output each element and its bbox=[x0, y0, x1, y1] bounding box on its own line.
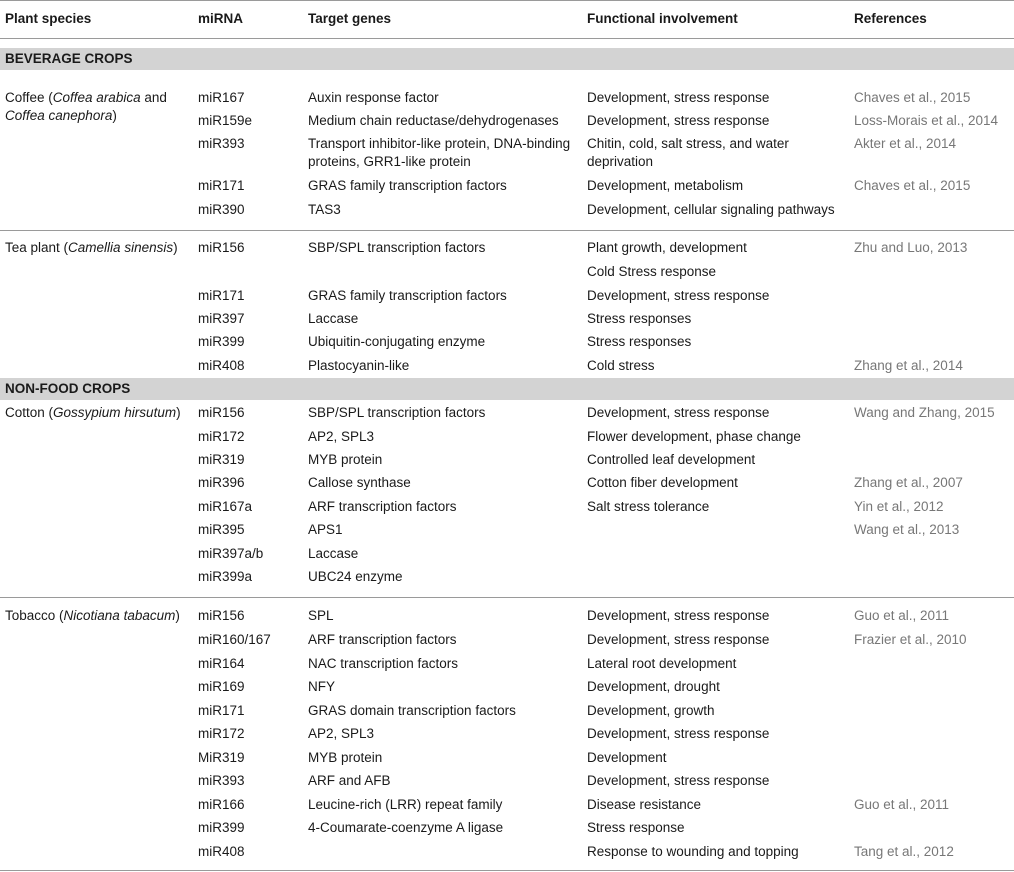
reference-cell: Frazier et al., 2010 bbox=[854, 632, 967, 647]
target-cell: SBP/SPL transcription factors bbox=[308, 405, 486, 420]
species-coffee: Coffee (Coffea arabica and bbox=[5, 90, 167, 105]
header-plant-species: Plant species bbox=[5, 11, 92, 26]
group-rule bbox=[0, 597, 1014, 598]
function-cell: Cotton fiber development bbox=[587, 475, 738, 490]
target-cell: Callose synthase bbox=[308, 475, 411, 490]
target-cell: Auxin response factor bbox=[308, 90, 439, 105]
function-cell: Disease resistance bbox=[587, 797, 702, 812]
mirna-cell: miR396 bbox=[198, 475, 245, 490]
function-cell: Flower development, phase change bbox=[587, 429, 801, 444]
section-beverage-crops bbox=[0, 48, 1014, 70]
function-cell: Development bbox=[587, 750, 667, 765]
mirna-cell: miR319 bbox=[198, 452, 245, 467]
target-cell: GRAS family transcription factors bbox=[308, 288, 507, 303]
target-cell: NFY bbox=[308, 679, 335, 694]
target-cell: SPL bbox=[308, 608, 334, 623]
function-cell: Development, metabolism bbox=[587, 178, 744, 193]
mirna-cell: miR397 bbox=[198, 311, 245, 326]
reference-cell: Chaves et al., 2015 bbox=[854, 178, 971, 193]
mirna-cell: miR395 bbox=[198, 522, 245, 537]
target-cell: MYB protein bbox=[308, 452, 383, 467]
header-rule bbox=[0, 38, 1014, 39]
reference-cell: Akter et al., 2014 bbox=[854, 136, 957, 151]
mirna-cell: miR399 bbox=[198, 820, 245, 835]
reference-cell: Chaves et al., 2015 bbox=[854, 90, 971, 105]
target-cell: ARF transcription factors bbox=[308, 632, 457, 647]
function-cell: Development, stress response bbox=[587, 608, 770, 623]
species-cotton: Cotton (Gossypium hirsutum) bbox=[5, 405, 181, 420]
mirna-cell: miR399 bbox=[198, 334, 245, 349]
mirna-cell: miR171 bbox=[198, 178, 245, 193]
mirna-cell: miR393 bbox=[198, 773, 245, 788]
target-cell: GRAS family transcription factors bbox=[308, 178, 507, 193]
target-cell: AP2, SPL3 bbox=[308, 429, 375, 444]
target-cell: MYB protein bbox=[308, 750, 383, 765]
target-cell: 4-Coumarate-coenzyme A ligase bbox=[308, 820, 504, 835]
mirna-cell: miR159e bbox=[198, 113, 253, 128]
target-cell: APS1 bbox=[308, 522, 343, 537]
species-coffee-line2: Coffea canephora) bbox=[5, 108, 117, 123]
target-cell: GRAS domain transcription factors bbox=[308, 703, 516, 718]
reference-cell: Zhu and Luo, 2013 bbox=[854, 240, 968, 255]
reference-cell: Guo et al., 2011 bbox=[854, 608, 950, 623]
target-cell: Leucine-rich (LRR) repeat family bbox=[308, 797, 503, 812]
function-cell: Chitin, cold, salt stress, and water bbox=[587, 136, 789, 151]
species-tobacco: Tobacco (Nicotiana tabacum) bbox=[5, 608, 180, 623]
mirna-cell: miR160/167 bbox=[198, 632, 271, 647]
function-cell: Development, growth bbox=[587, 703, 715, 718]
reference-cell: Zhang et al., 2014 bbox=[854, 358, 963, 373]
reference-cell: Loss-Morais et al., 2014 bbox=[854, 113, 999, 128]
table-bottom-rule bbox=[0, 870, 1014, 871]
function-cell: Development, stress response bbox=[587, 726, 770, 741]
mirna-cell: miR393 bbox=[198, 136, 245, 151]
function-cell: Development, stress response bbox=[587, 113, 770, 128]
table-top-rule bbox=[0, 0, 1014, 1]
target-cell: Ubiquitin-conjugating enzyme bbox=[308, 334, 486, 349]
mirna-cell: miR169 bbox=[198, 679, 245, 694]
target-cell: Plastocyanin-like bbox=[308, 358, 410, 373]
function-cell: Development, stress response bbox=[587, 288, 770, 303]
mirna-cell: miR397a/b bbox=[198, 546, 264, 561]
reference-cell: Wang et al., 2013 bbox=[854, 522, 960, 537]
function-cell: Stress response bbox=[587, 820, 685, 835]
target-cell: AP2, SPL3 bbox=[308, 726, 375, 741]
function-cell: Development, stress response bbox=[587, 90, 770, 105]
mirna-cell: MiR319 bbox=[198, 750, 245, 765]
reference-cell: Tang et al., 2012 bbox=[854, 844, 954, 859]
function-cell: Development, stress response bbox=[587, 773, 770, 788]
mirna-cell: miR172 bbox=[198, 726, 245, 741]
reference-cell: Zhang et al., 2007 bbox=[854, 475, 963, 490]
mirna-cell: miR167 bbox=[198, 90, 245, 105]
header-references: References bbox=[854, 11, 927, 26]
function-cell: Cold stress bbox=[587, 358, 655, 373]
mirna-cell: miR171 bbox=[198, 703, 245, 718]
target-cell-line2: proteins, GRR1-like protein bbox=[308, 154, 471, 169]
target-cell: Transport inhibitor-like protein, DNA-binding bbox=[308, 136, 571, 151]
header-functional-involvement: Functional involvement bbox=[587, 11, 738, 26]
target-cell: Medium chain reductase/dehydrogenases bbox=[308, 113, 559, 128]
function-cell-line2: Cold Stress response bbox=[587, 264, 717, 279]
reference-cell: Guo et al., 2011 bbox=[854, 797, 950, 812]
reference-cell: Wang and Zhang, 2015 bbox=[854, 405, 995, 420]
group-rule bbox=[0, 230, 1014, 231]
function-cell: Stress responses bbox=[587, 334, 692, 349]
section-label: NON-FOOD CROPS bbox=[5, 381, 131, 396]
mirna-cell: miR408 bbox=[198, 844, 245, 859]
mirna-cell: miR390 bbox=[198, 202, 245, 217]
function-cell: Development, cellular signaling pathways bbox=[587, 202, 835, 217]
target-cell: NAC transcription factors bbox=[308, 656, 459, 671]
mirna-cell: miR164 bbox=[198, 656, 245, 671]
reference-cell: Yin et al., 2012 bbox=[854, 499, 944, 514]
target-cell: SBP/SPL transcription factors bbox=[308, 240, 486, 255]
header-target-genes: Target genes bbox=[308, 11, 392, 26]
function-cell: Development, drought bbox=[587, 679, 720, 694]
mirna-cell: miR167a bbox=[198, 499, 253, 514]
mirna-cell: miR166 bbox=[198, 797, 245, 812]
mirna-cell: miR408 bbox=[198, 358, 245, 373]
function-cell: Salt stress tolerance bbox=[587, 499, 710, 514]
target-cell: ARF transcription factors bbox=[308, 499, 457, 514]
mirna-cell: miR156 bbox=[198, 405, 245, 420]
header-mirna: miRNA bbox=[198, 11, 244, 26]
function-cell: Lateral root development bbox=[587, 656, 737, 671]
target-cell: Laccase bbox=[308, 311, 359, 326]
target-cell: ARF and AFB bbox=[308, 773, 391, 788]
target-cell: UBC24 enzyme bbox=[308, 569, 403, 584]
mirna-cell: miR156 bbox=[198, 608, 245, 623]
mirna-cell: miR171 bbox=[198, 288, 245, 303]
target-cell: TAS3 bbox=[308, 202, 341, 217]
section-label: BEVERAGE CROPS bbox=[5, 51, 133, 66]
function-cell: Response to wounding and topping bbox=[587, 844, 799, 859]
function-cell: Development, stress response bbox=[587, 632, 770, 647]
mirna-cell: miR172 bbox=[198, 429, 245, 444]
species-tea: Tea plant (Camellia sinensis) bbox=[5, 240, 178, 255]
section-non-food-crops bbox=[0, 378, 1014, 400]
mirna-cell: miR156 bbox=[198, 240, 245, 255]
function-cell: Plant growth, development bbox=[587, 240, 747, 255]
function-cell: Controlled leaf development bbox=[587, 452, 756, 467]
target-cell: Laccase bbox=[308, 546, 359, 561]
function-cell-line2: deprivation bbox=[587, 154, 654, 169]
mirna-cell: miR399a bbox=[198, 569, 253, 584]
function-cell: Development, stress response bbox=[587, 405, 770, 420]
function-cell: Stress responses bbox=[587, 311, 692, 326]
